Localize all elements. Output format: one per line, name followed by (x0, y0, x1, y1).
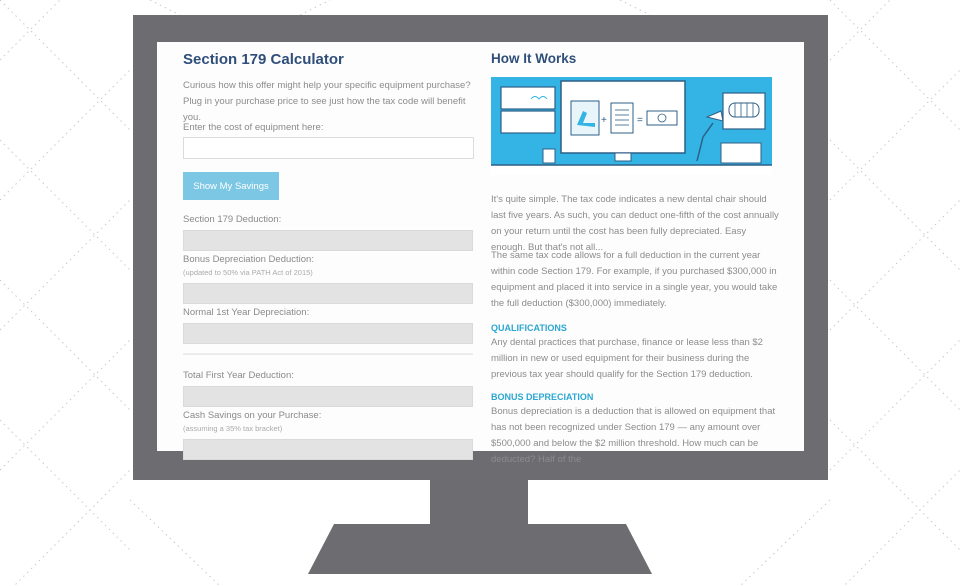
qualifications-heading: QUALIFICATIONS (491, 323, 567, 333)
how-it-works-title: How It Works (491, 51, 577, 66)
dental-chair-icon (571, 101, 599, 135)
teeth-icon (723, 93, 765, 129)
section179-deduction-label: Section 179 Deduction: (183, 214, 282, 225)
how-it-works-paragraph-1: It's quite simple. The tax code indicates a new dental chair should last five years. As such, you can deduct one-fifth of the cost annually on your return until the cost has been fully depreciated. Easy enough. But that's not all... (491, 194, 779, 253)
divider (183, 353, 473, 355)
normal-depreciation-field (183, 323, 473, 344)
cost-label: Enter the cost of equipment here: (183, 122, 324, 133)
bonus-depreciation-heading: BONUS DEPRECIATION (491, 392, 594, 402)
bonus-depreciation-note: (updated to 50% via PATH Act of 2015) (183, 268, 313, 277)
monitor-stand-base (308, 524, 652, 574)
svg-text:+: + (601, 115, 607, 126)
equipment-cost-input[interactable] (183, 137, 474, 159)
document-icon (611, 103, 633, 133)
total-deduction-field (183, 386, 473, 407)
dental-office-illustration (491, 77, 772, 175)
cash-savings-field (183, 439, 473, 460)
normal-depreciation-label: Normal 1st Year Depreciation: (183, 307, 310, 318)
show-my-savings-button[interactable]: Show My Savings (183, 172, 279, 200)
cash-savings-label: Cash Savings on your Purchase: (183, 410, 322, 421)
bonus-depreciation-field (183, 283, 473, 304)
money-icon (647, 111, 677, 125)
qualifications-text: Any dental practices that purchase, finance or lease less than $2 million in new or used equipment for their business during the previous tax year should qualify for the Section 179 deduction. (491, 337, 763, 380)
monitor-neck (430, 478, 528, 526)
svg-text:=: = (637, 115, 643, 126)
bonus-depreciation-text: Bonus depreciation is a deduction that is allowed on equipment that has not been recognized under Section 179 — any amount over $500,000 and below the $2 million threshold. How much can be deducted? Half of the (491, 406, 776, 465)
bonus-depreciation-label: Bonus Depreciation Deduction: (183, 254, 314, 265)
how-it-works-paragraph-2: The same tax code allows for a full deduction in the current year within code Section 179. For example, if you purchased $300,000 in equipment and placed it into service in a single year, you would take the full deduction ($300,000) immediately. (491, 250, 778, 309)
screen (157, 42, 804, 465)
calculator-intro: Curious how this offer might help your specific equipment purchase? Plug in your purchase price to see just how the tax code will benefit you. (183, 80, 471, 123)
cash-savings-note: (assuming a 35% tax bracket) (183, 424, 283, 433)
total-deduction-label: Total First Year Deduction: (183, 370, 294, 381)
section179-deduction-field (183, 230, 473, 251)
calculator-title: Section 179 Calculator (183, 51, 344, 68)
